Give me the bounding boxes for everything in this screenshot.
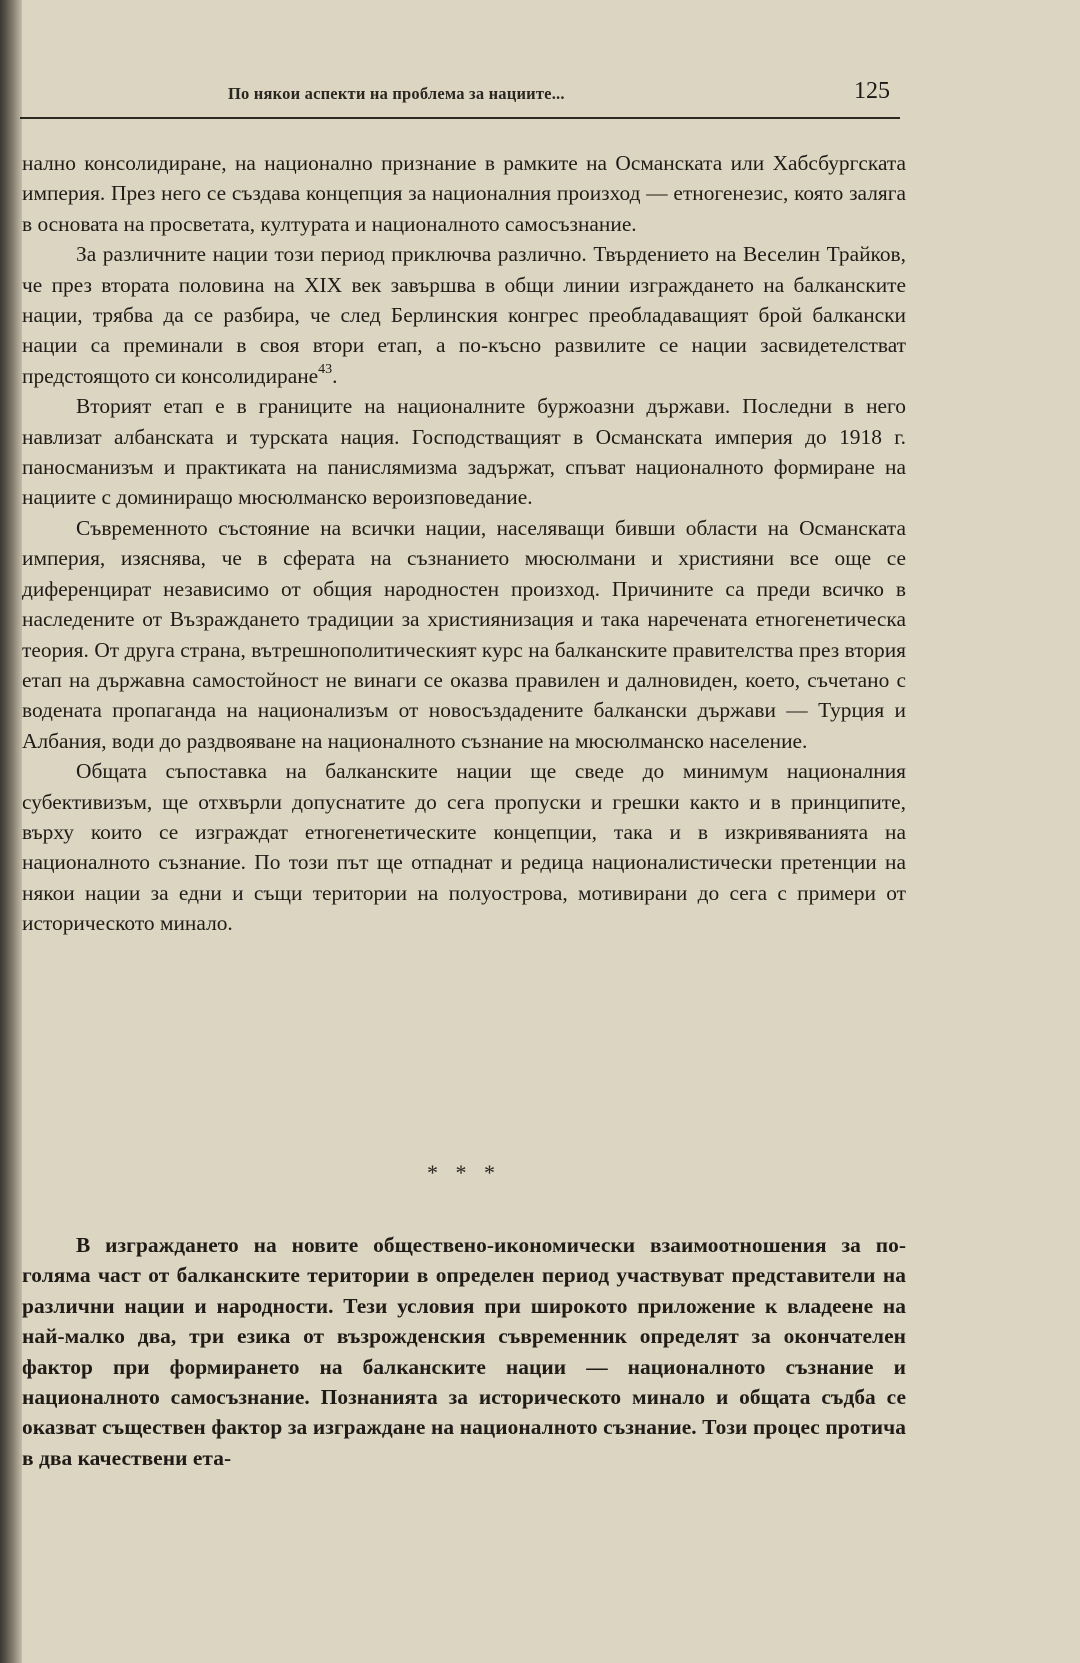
main-text-section: [22, 148, 906, 939]
paragraph: Съвременното състояние на всички нации, населяващи бивши области на Османската империя, изяснява, че в сферата на съзнанието мюсюлмани и християни все още се диференцират независимо от общия народностен произход. Причините са преди всичко в наследените от Възраждането традиции за християнизация и така наречената етногенетическа теория. От друга страна, вътрешнополитическият курс на балканските правителства през втория етап на държавна самостойност не винаги се оказва правилен и далновиден, което, съчетано с водената пропаганда на национализъм от новосъздадените балкански държави — Турция и Албания, води до раздвояване на националното съзнание на мюсюлманско население.: [22, 515, 906, 753]
paragraph: Общата съпоставка на балканските нации ще сведе до минимум националния субективизъм, ще отхвърли допуснатите до сега пропуски и грешки както и в принципите, върху които се изграждат етногенетическите концепции, така и в изкривяванията на националното съзнание. По този път ще отпаднат и редица националистически претенции на някои нации за едни и същи територии на полуострова, мотивирани до сега с примери от историческото минало.: [22, 759, 906, 936]
paragraph: В изграждането на новите обществено-икономически взаимоотношения за по-голяма част от балканските територии в определен период участвуват представители на различни нации и народности. Тези условия при широкото приложение к владеене на най-малко два, три езика от възрожденския съвременник определят за окончателен фактор при формирането на балканските нации — националното съзнание и националното самосъзнание. Познанията за историческото минало и общата съдба се оказват съществен фактор за изграждане на националното съзнание. Този процес протича в два качествени ета-: [22, 1233, 906, 1470]
footnote-reference[interactable]: 43: [318, 361, 333, 377]
section-separator: * * *: [427, 1160, 501, 1185]
paragraph-text: За различните нации този период приключва различно. Твърдението на Веселин Трайков, че през втората половина на XIX век завършва в общи линии изграждането на балканските нации, трябва да се разбира, че след Берлинския конгрес преобладаващият брой балкански нации са преминали в своя втори етап, а по-късно развилите се нации засвидетелстват предстоящото си консолидиране: [22, 242, 906, 388]
header-rule: [20, 117, 900, 119]
paragraph: нално консолидиране, на национално признание в рамките на Османската или Хабсбургската империя. През него се създава концепция за националния произход — етногенезис, която заляга в основата на просветата, културата и националното самосъзнание.: [22, 151, 906, 236]
paragraph: Вторият етап е в границите на националните буржоазни държави. Последни в него навлизат албанската и турската нация. Господстващият в Османската империя до 1918 г. паносманизъм и практиката на панислямизма задържат, спъват националното формиране на нациите с доминиращо мюсюлманско вероизповедание.: [22, 394, 906, 510]
paragraph-end: .: [332, 363, 338, 388]
paragraph: [22, 239, 906, 391]
running-title: По някои аспекти на проблема за нациите...: [228, 84, 565, 103]
second-text-section: [22, 1230, 906, 1473]
book-page: [22, 0, 1080, 1663]
page-header: [22, 78, 912, 110]
page-number: 125: [854, 78, 890, 104]
book-binding-shadow: [0, 0, 22, 1663]
